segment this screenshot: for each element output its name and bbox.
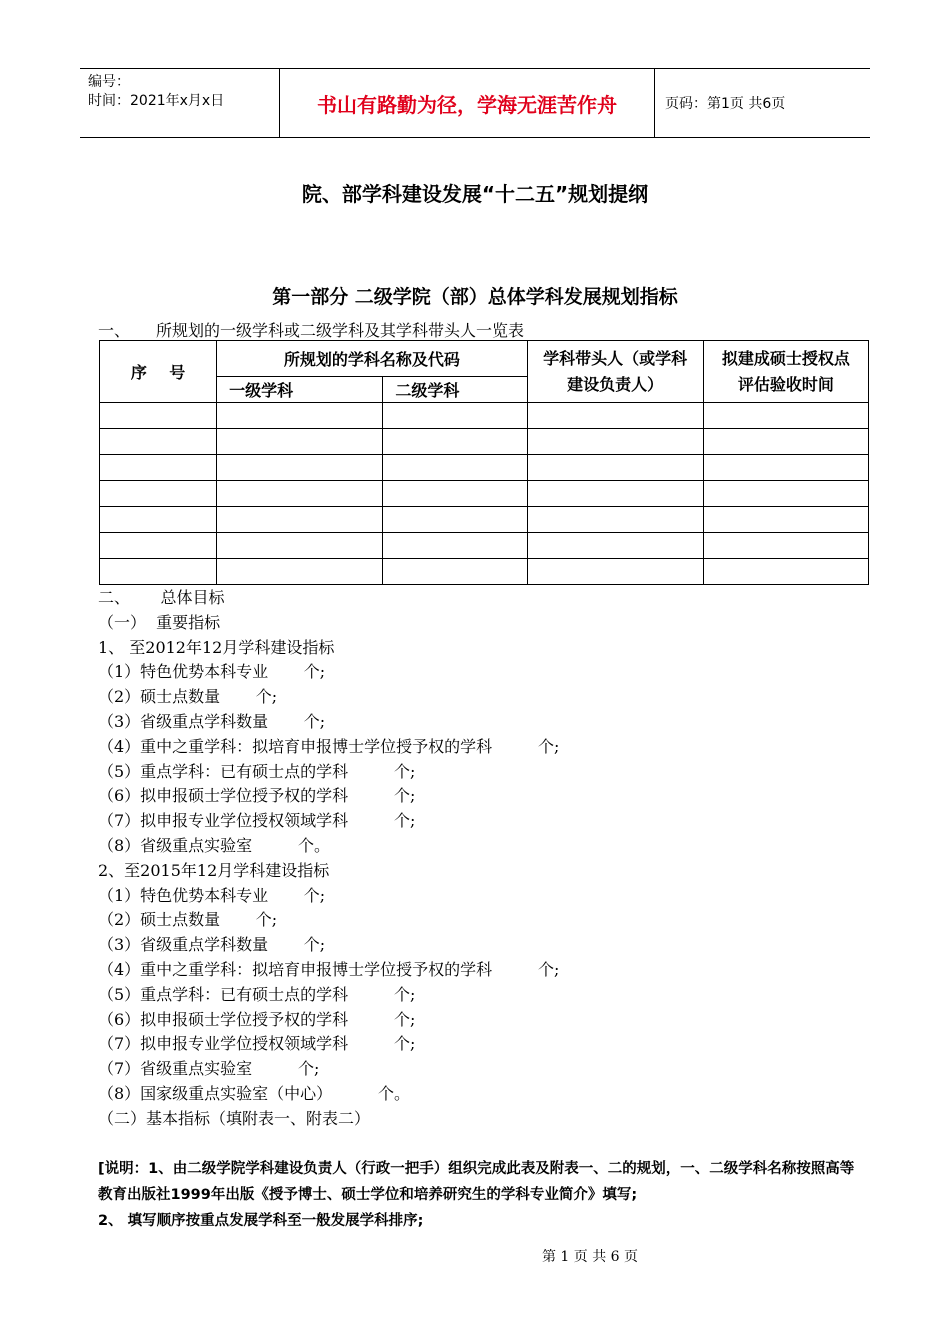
table-cell[interactable] [527,429,703,455]
table-cell[interactable] [527,507,703,533]
targets-body [98,586,559,1132]
goal-2015-item: （7）省级重点实验室 个; [98,1059,320,1079]
section-one-heading [98,318,524,341]
header-eval-time: 拟建成硕士授权点评估验收时间 [703,341,868,403]
table-row [100,455,869,481]
goal-2012-item: （8）省级重点实验室 个。 [98,835,330,855]
header-page-label: 页码：第1页 共6页 [665,96,786,112]
goal-2015-item: （4）重中之重学科：拟培育申报博士学位授予权的学科 个; [98,959,560,979]
goal-2015-item: （5）重点学科：已有硕士点的学科 个; [98,984,416,1004]
header-second-level: 二级学科 [383,377,527,403]
part-title: 第一部分 二级学院（部）总体学科发展规划指标 [272,286,678,308]
goal-2015-item: （6）拟申报硕士学位授予权的学科 个; [98,1009,416,1029]
goal-2012-item: （3）省级重点学科数量 个; [98,711,326,731]
table-row [100,533,869,559]
goal-2015-title: 2、至2015年12月学科建设指标 [98,860,330,880]
table-cell[interactable] [100,481,217,507]
header-discipline-name: 所规划的学科名称及代码 [217,341,527,377]
table-cell[interactable] [383,507,527,533]
table-cell[interactable] [100,455,217,481]
table-cell[interactable] [703,429,868,455]
note-line-2: 2、 填写顺序按重点发展学科至一般发展学科排序; [98,1213,424,1229]
goal-2015-item: （8）国家级重点实验室（中心） 个。 [98,1083,410,1103]
table-cell[interactable] [527,455,703,481]
table-cell[interactable] [100,559,217,585]
table-row [100,559,869,585]
table-cell[interactable] [100,533,217,559]
header-first-level: 一级学科 [217,377,383,403]
page-footer: 第 1 页 共 6 页 [541,1249,639,1265]
table-cell[interactable] [383,533,527,559]
instructions-note [98,1156,858,1234]
table-cell[interactable] [703,481,868,507]
table-cell[interactable] [100,507,217,533]
section-one-text: 所规划的一级学科或二级学科及其学科带头人一览表 [156,321,525,340]
table-cell[interactable] [217,507,383,533]
goal-2015-item: （7）拟申报专业学位授权领域学科 个; [98,1034,416,1054]
table-cell[interactable] [527,559,703,585]
discipline-table [99,340,869,585]
document-title: 院、部学科建设发展“十二五”规划提纲 [301,182,649,206]
header-meta [80,69,280,137]
table-cell[interactable] [383,429,527,455]
goal-2012-item: （7）拟申报专业学位授权领域学科 个; [98,811,416,831]
goal-2012-item: （4）重中之重学科：拟培育申报博士学位授予权的学科 个; [98,736,560,756]
table-cell[interactable] [703,559,868,585]
table-cell[interactable] [217,481,383,507]
goal-2012-item: （5）重点学科：已有硕士点的学科 个; [98,761,416,781]
number-label: 编号： [88,74,130,90]
table-cell[interactable] [703,533,868,559]
table-cell[interactable] [383,403,527,429]
table-row [100,429,869,455]
sub-heading-basic-indicators: （二）基本指标（填附表一、附表二） [98,1108,371,1128]
goal-2012-item: （2）硕士点数量 个; [98,687,278,707]
sub-heading-key-indicators: （一） 重要指标 [98,612,221,632]
table-cell[interactable] [217,455,383,481]
table-row [100,507,869,533]
note-line-1: [说明：1、由二级学院学科建设负责人（行政一把手）组织完成此表及附表一、二的规划，一、二级学科名称按照高等教育出版社1999年出版《授予博士、硕士学位和培养研究生的学科专业简介》填写; [98,1161,855,1203]
table-cell[interactable] [703,403,868,429]
table-cell[interactable] [100,429,217,455]
header-seq: 序 号 [100,341,217,403]
table-cell[interactable] [217,429,383,455]
goal-2015-item: （1）特色优势本科专业 个; [98,885,326,905]
goal-2012-title: 1、 至2012年12月学科建设指标 [98,637,335,657]
table-cell[interactable] [703,455,868,481]
section-one-number: 一、 [98,321,131,340]
goal-2015-item: （3）省级重点学科数量 个; [98,935,326,955]
table-cell[interactable] [100,403,217,429]
table-cell[interactable] [703,507,868,533]
table-cell[interactable] [527,533,703,559]
table-cell[interactable] [383,481,527,507]
table-row [100,481,869,507]
table-cell[interactable] [217,559,383,585]
section-two-heading: 二、 总体目标 [98,588,225,607]
time-label: 时间：2021年x月x日 [88,93,225,109]
header-motto: 书山有路勤为径，学海无涯苦作舟 [280,69,655,137]
goal-2015-item: （2）硕士点数量 个; [98,910,278,930]
page-header [80,68,870,138]
table-cell[interactable] [217,533,383,559]
header-leader: 学科带头人（或学科建设负责人） [527,341,703,403]
table-cell[interactable] [527,481,703,507]
table-cell[interactable] [527,403,703,429]
table-cell[interactable] [217,403,383,429]
table-cell[interactable] [383,455,527,481]
table-row [100,403,869,429]
table-cell[interactable] [383,559,527,585]
goal-2012-item: （1）特色优势本科专业 个; [98,662,326,682]
goal-2012-item: （6）拟申报硕士学位授予权的学科 个; [98,786,416,806]
